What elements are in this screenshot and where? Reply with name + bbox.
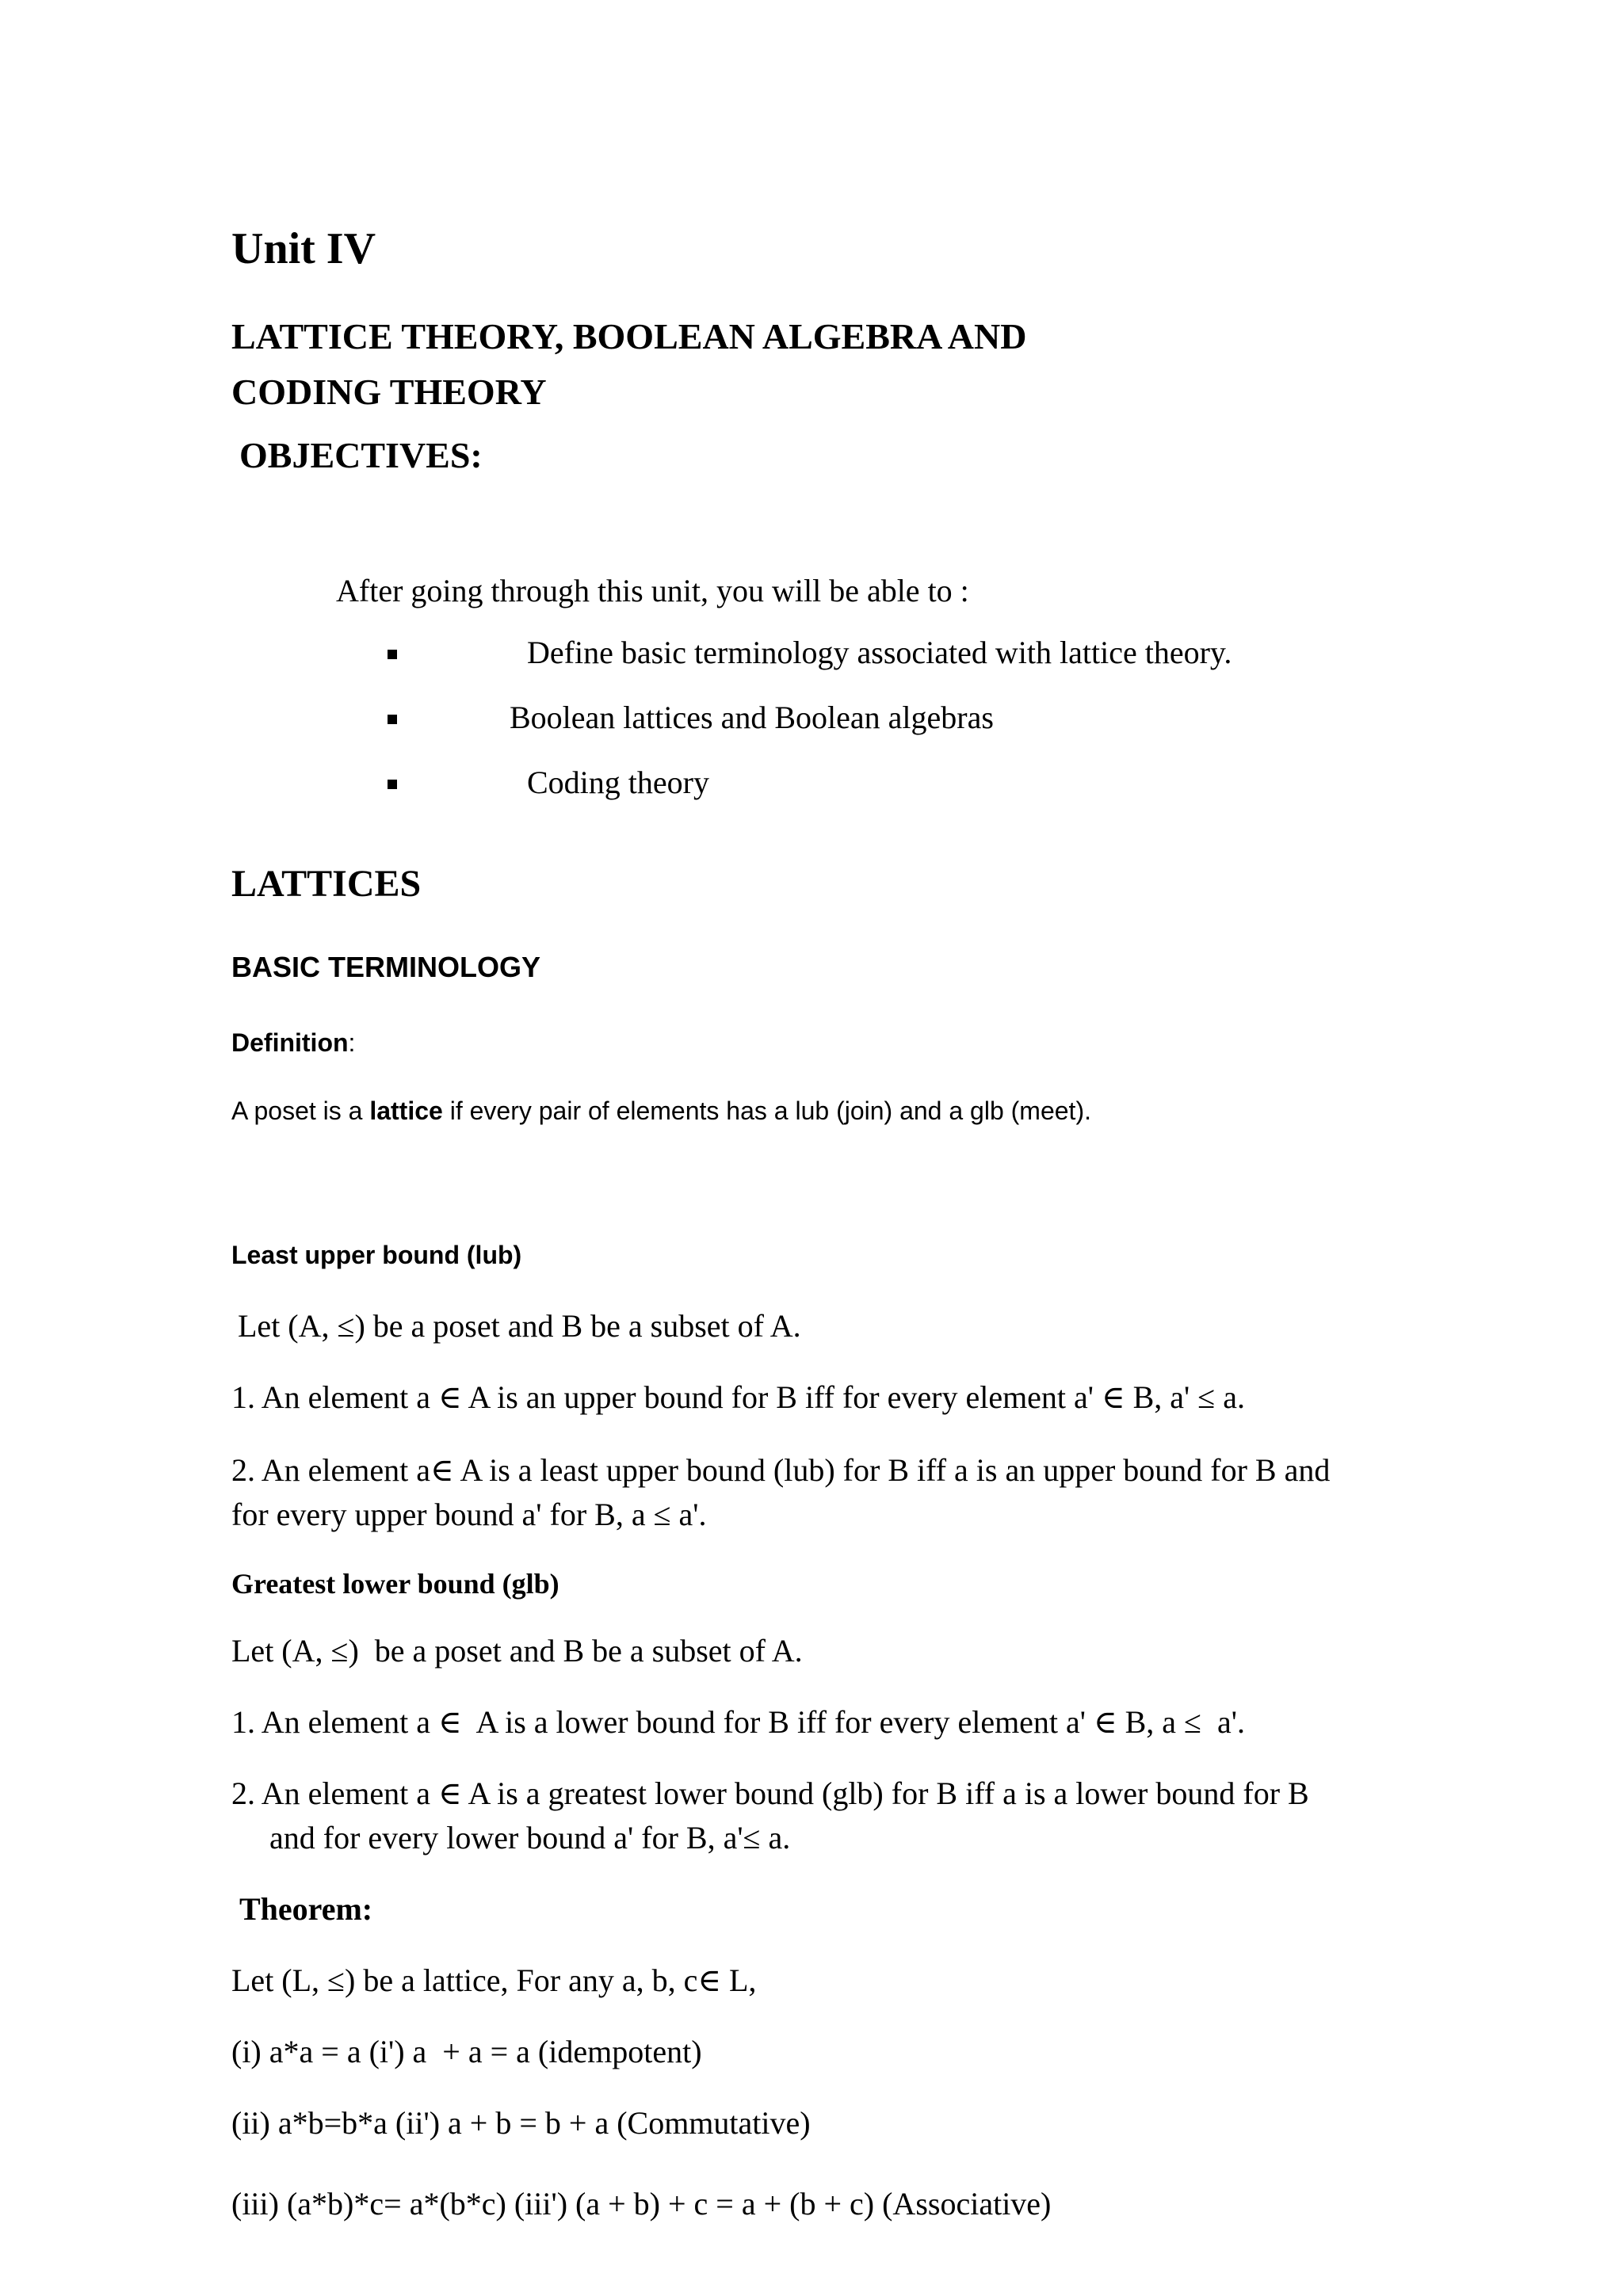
square-bullet-icon [388,780,397,789]
glb-heading: Greatest lower bound (glb) [231,1568,559,1600]
chapter-title-line-2: CODING THEORY [231,372,547,412]
definition-text-bold: lattice [369,1097,443,1125]
glb-item-2-line-2: and for every lower bound a' for B, a'≤ a. [269,1820,791,1855]
unit-title: Unit IV [231,224,376,273]
lub-item-2-line-2: for every upper bound a' for B, a ≤ a'. [231,1497,707,1532]
definition-colon: : [348,1028,356,1057]
section-heading-lattices: LATTICES [231,863,422,905]
definition-text-post: if every pair of elements has a lub (join) and a glb (meet). [442,1097,1091,1125]
lub-intro: Let (A, ≤) be a poset and B be a subset of A. [238,1308,801,1344]
chapter-title-line-1: LATTICE THEORY, BOOLEAN ALGEBRA AND [231,316,1027,357]
lattice-definition [231,1097,1091,1126]
theorem-intro: Let (L, ≤) be a lattice, For any a, b, c∈ L, [231,1962,757,1998]
theorem-item: (i) a*a = a (i') a + a = a (idempotent) [231,2034,702,2069]
lub-item-2-line-1: 2. An element a∈ A is a least upper bound (lub) for B iff a is an upper bound for B and [231,1452,1331,1488]
square-bullet-icon [388,715,397,724]
theorem-item: (iii) (a*b)*c= a*(b*c) (iii') (a + b) + c = a + (b + c) (Associative) [231,2186,1052,2222]
definition-text-pre: A poset is a [231,1097,370,1125]
lub-heading: Least upper bound (lub) [231,1241,522,1269]
subsection-heading: BASIC TERMINOLOGY [231,951,541,983]
objectives-intro: After going through this unit, you will be able to : [336,573,969,608]
theorem-heading: Theorem: [239,1891,373,1927]
definition-label [231,1028,355,1058]
objective-item: Boolean lattices and Boolean algebras [510,700,994,735]
objective-item: Coding theory [527,765,709,800]
definition-label-text: Definition [231,1028,349,1057]
square-bullet-icon [388,650,397,659]
objective-item: Define basic terminology associated with lattice theory. [527,635,1232,670]
glb-item-2-line-1: 2. An element a ∈ A is a greatest lower bound (glb) for B iff a is a lower bound for B [231,1775,1309,1811]
theorem-item: (ii) a*b=b*a (ii') a + b = b + a (Commutative) [231,2105,811,2141]
glb-item-1: 1. An element a ∈ A is a lower bound for B iff for every element a' ∈ B, a ≤ a'. [231,1704,1245,1740]
lub-item-1: 1. An element a ∈ A is an upper bound for B iff for every element a' ∈ B, a' ≤ a. [231,1379,1245,1415]
objectives-heading: OBJECTIVES: [239,435,483,475]
glb-intro: Let (A, ≤) be a poset and B be a subset of A. [231,1633,803,1669]
